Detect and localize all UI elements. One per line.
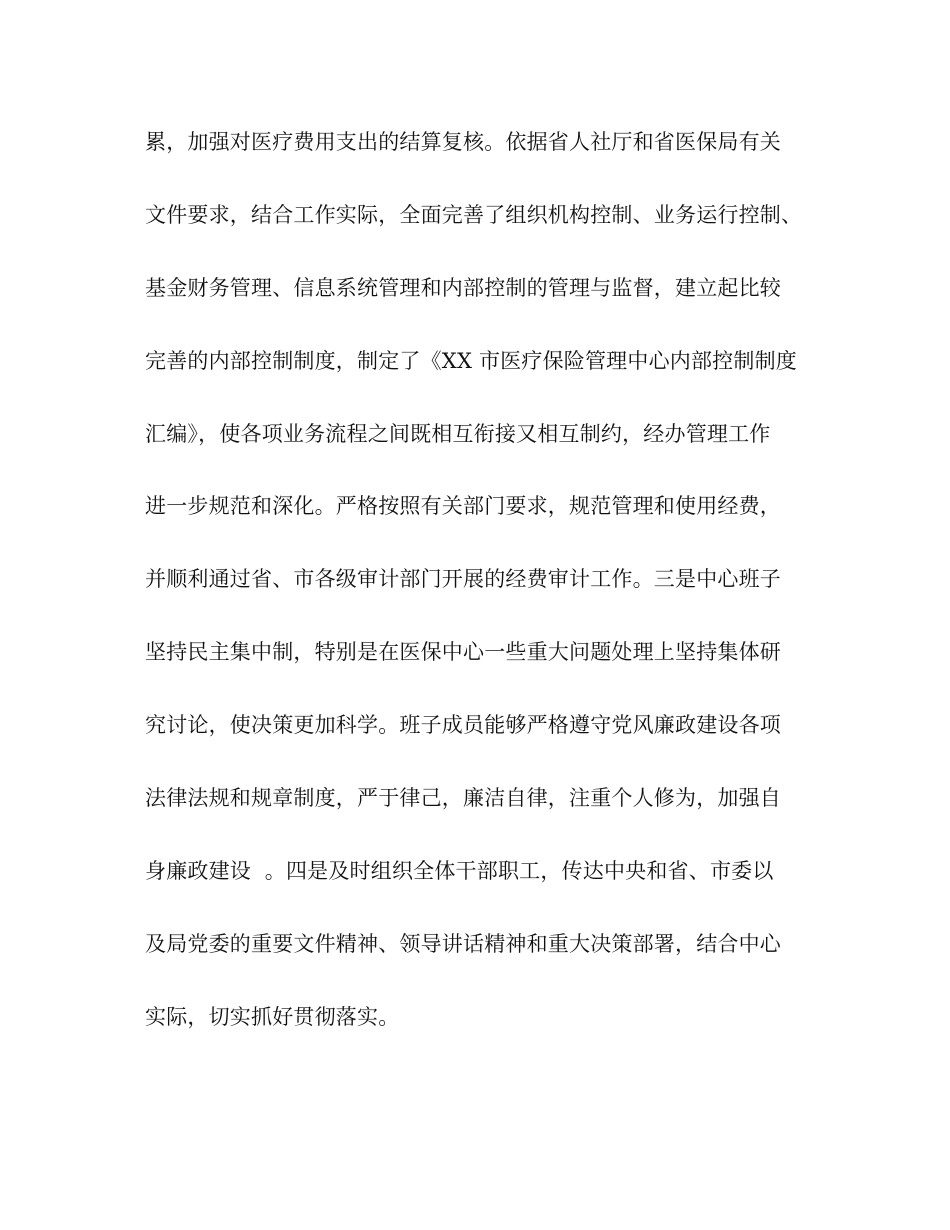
text-line: 身廉政建设 。四是及时组织全体干部职工，传达中央和省、市委以 — [145, 858, 774, 883]
text-line: 完善的内部控制制度，制定了《XX 市医疗保险管理中心内部控制制度 — [145, 348, 797, 373]
text-line: 汇编》，使各项业务流程之间既相互衔接又相互制约，经办管理工作 — [145, 421, 771, 446]
body-paragraph — [145, 124, 825, 1072]
text-line: 究讨论，使决策更加科学。班子成员能够严格遵守党风廉政建设各项 — [145, 713, 781, 738]
text-line: 坚持民主集中制，特别是在医保中心一些重大问题处理上坚持集体研 — [145, 640, 781, 665]
text-line: 实际，切实抓好贯彻落实。 — [145, 1004, 400, 1029]
text-line: 基金财务管理、信息系统管理和内部控制的管理与监督，建立起比较 — [145, 275, 781, 300]
text-line: 法律法规和规章制度，严于律己，廉洁自律，注重个人修为，加强自 — [145, 786, 781, 811]
text-line: 文件要求，结合工作实际，全面完善了组织机构控制、业务运行控制、 — [145, 202, 803, 227]
text-line: 并顺利通过省、市各级审计部门开展的经费审计工作。三是中心班子 — [145, 567, 781, 592]
text-line: 进一步规范和深化。严格按照有关部门要求，规范管理和使用经费， — [145, 494, 781, 519]
text-line: 及局党委的重要文件精神、领导讲话精神和重大决策部署，结合中心 — [145, 931, 781, 956]
text-line: 累，加强对医疗费用支出的结算复核。依据省人社厅和省医保局有关 — [145, 130, 781, 154]
